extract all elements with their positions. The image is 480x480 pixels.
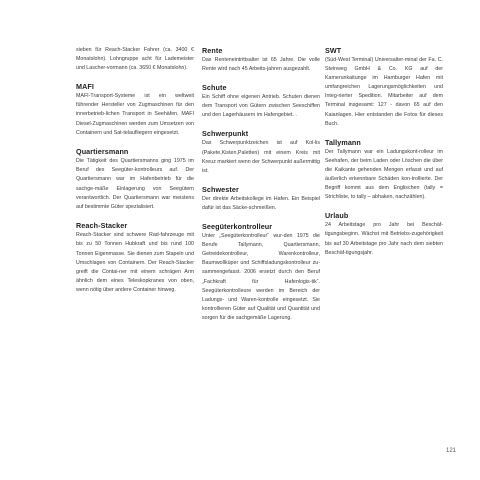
entry-text: Unter „Seegüterkontrolleur“ wur-den 1975 die Berufe Tallymann, Quartiersmann, Getreidekontrolleur, Warenkontrolleur, Baumwollküper und Schiffsladungskontrolleur zu-sammengefasst. 2006 ersetzt durch den Beruf „Fachkraft für Hafenlogis-tik“. Seegüterkontrolleure werden im Bereich der Ladungs- und Waren-kontrolle eingesetzt. Sie kontrollieren Güter auf Qualität und Quantität und sorgen für die sachgemäße Lagerung.: [202, 233, 320, 321]
entry-heading: Schwester: [202, 184, 239, 194]
entry-text: Das Schwerpunktzeichen ist auf Kol-lis (Pakete,Kisten,Paletten) mit einem Kreis mit Kreuz markiert wenn der Schwerpunkt außermittig ist.: [202, 140, 320, 174]
entry-swt: [325, 46, 443, 129]
entry-heading: Seegüterkontrolleur: [202, 222, 273, 232]
entry-text: Das Renteneintrittsalter ist 65 Jahre. Die volle Rente wird nach 45 Arbeits-jahren ausgezahlt.: [202, 57, 320, 73]
entry-heading: Tallymann: [325, 137, 361, 147]
entry-heading: Urlaub: [325, 211, 349, 221]
entry-schwester: [202, 185, 320, 213]
entry-text: Die Tätigkeit des Quartiersmanns ging 1975 im Beruf des Seegüter-kontrolleurs auf. Der Quartiersmann war im Hafenbetrieb für die sachge-mäße Einlagerung von Seegütern verantwortlich. Der Quartiersmann war meistens auf bestimmte Güter spezialisiert.: [76, 158, 194, 210]
entry-text: 24 Arbeitstage pro Jahr bei Beschäf-tigungsbeginn. Wächst mit Betriebs-zugehörigkeit bis auf 30 Arbeitstage pro Jahr nach dem siebten Beschäf-tigungsjahr.: [325, 222, 443, 256]
intro-text: sieben für Reach-Stacker Fahrer (ca. 3400 € Monatslohn). Lohngruppe acht für Lademeister und Lascher-vormann (ca. 3650 € Monatslohn).: [76, 47, 194, 72]
entry-tallymann: [325, 138, 443, 203]
entry-quartiersmann: [76, 147, 194, 212]
entry-urlaub: [325, 211, 443, 257]
entry-text: MAFI-Transport-Systeme ist ein weltweit führender Hersteller von Zugmaschinen für den innerbetrieb-lichen Transport in Seehäfen. MAFI Diesel-Zugmaschinen werden zum Umsetzen von Containern und Sat-telaufliegern eingesetzt.: [76, 93, 194, 136]
entry-schute: [202, 83, 320, 120]
entry-reach-stacker: [76, 221, 194, 295]
entry-text: Reach-Stacker sind schwere Rad-fahrzeuge mit bis zu 50 Tonnen Hubkraft und bis rund 100 Tonnen Eigenmasse. Sie dienen zum Stapeln und Umschlagen von Containern. Der Reach-Stacker greift die Contai-ner mit einem schrägen Arm ähnlich dem eines Teleskopkranes von oben, wenn nötig über andere Container hinweg.: [76, 232, 194, 293]
entry-heading: MAFI: [76, 82, 94, 92]
entry-schwerpunkt: [202, 129, 320, 175]
column-left: [76, 46, 194, 295]
entry-heading: Quartiersmann: [76, 147, 129, 157]
entry-heading: Schwerpunkt: [202, 129, 249, 139]
column-right: [325, 46, 443, 258]
entry-mafi: [76, 82, 194, 137]
page-number: 121: [446, 448, 457, 454]
entry-text: Ein Schiff ohne eigenen Antrieb. Schuten dienen dem Transport von Gütern zwischen Seeschiffen und den Lagerhäusern im Hafengebiet. .: [202, 94, 320, 119]
entry-heading: SWT: [325, 46, 342, 55]
entry-text: Der Tallymann war ein Ladungskont-rolleur im Seehafen, der beim Laden oder Löschen die über die Kaikante gehenden Mengen erfasst und auf äußerlich erkennbare Schäden kon-trollierte. Der Begriff kommt aus dem Englischen (tally = Strichliste, to tally – abhaken, nachzählen).: [325, 148, 443, 201]
entry-heading: Schute: [202, 83, 227, 93]
entry-text: (Süd-West Terminal) Universalter-minal der Fa. C. Steinweg GmbH & Co. KG auf der Kamerunkaitunge im Hamburger Hafen mit umfangreichen Lagerungsmöglichkeiten und Integ-rierter Spedition. Mitarbeiter auf dem Terminal insgesamt: 127 - davon 65 auf den Kaianlagen. Hier entstanden die Fotos für dieses Buch.: [325, 57, 443, 127]
entry-heading: Reach-Stacker: [76, 221, 128, 231]
entry-rente: [202, 46, 320, 74]
entry-text: Der direkte Arbeitskollege im Hafen. Ein Beispiel dafür ist das Säcke-schmeißen.: [202, 195, 320, 211]
column-middle: [202, 46, 320, 323]
entry-seegueterkontrolleur: [202, 222, 320, 323]
entry-heading: Rente: [202, 46, 223, 55]
